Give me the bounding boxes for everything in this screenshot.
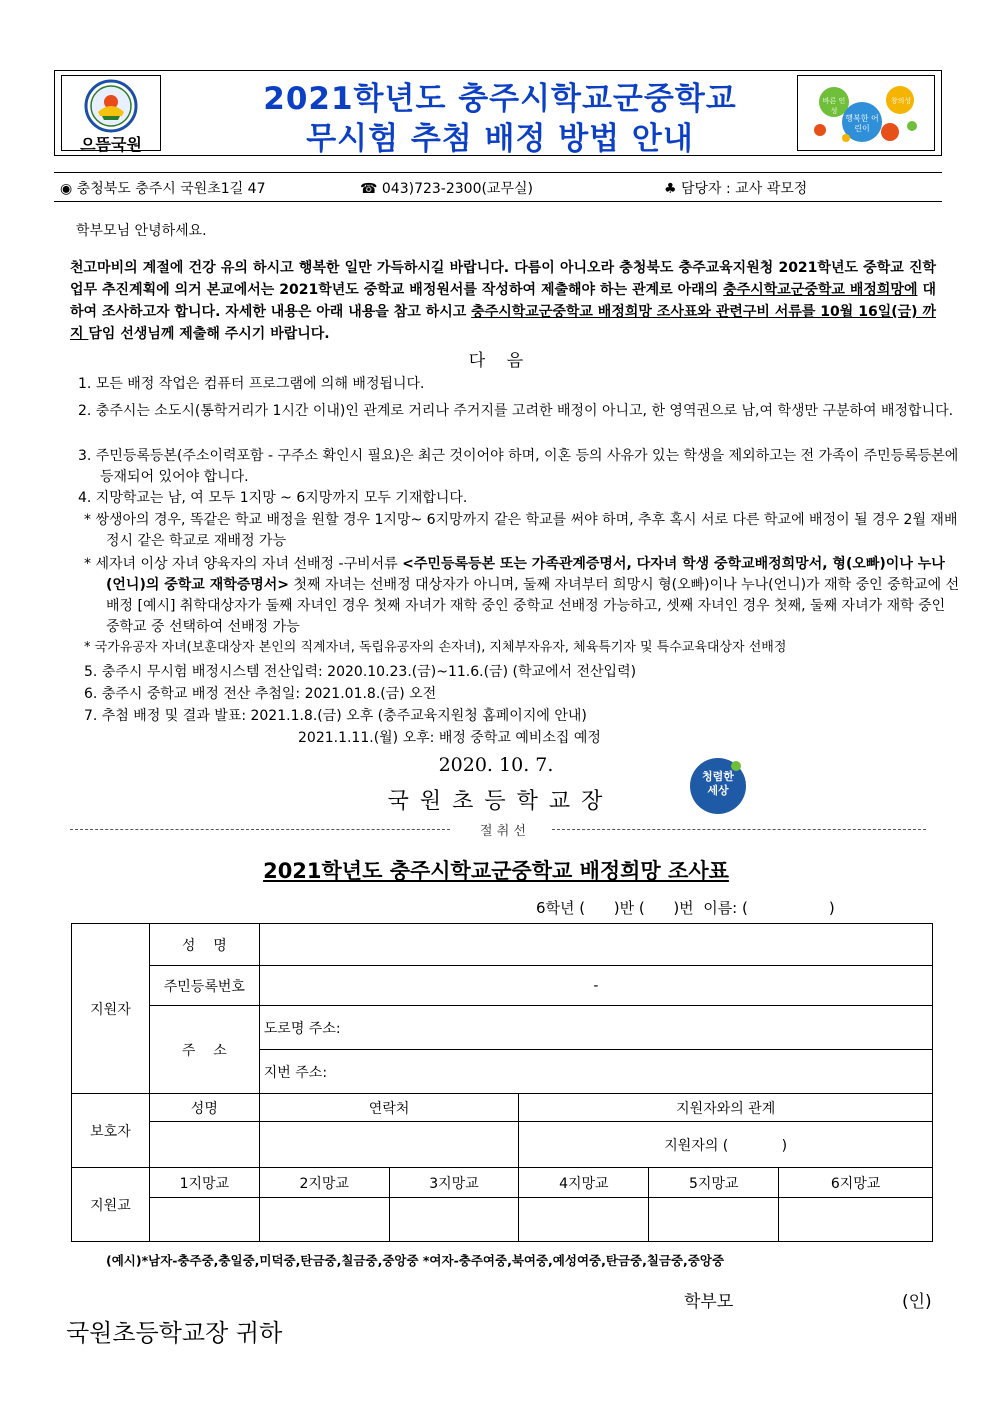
- row-guardian-header: [72, 1094, 933, 1122]
- document-date: 2020. 10. 7.: [438, 754, 554, 776]
- title-line-1: 2021학년도 충주시학교군중학교: [263, 81, 737, 117]
- badge-word-2: 창의성: [890, 97, 912, 105]
- choice-4-input[interactable]: [519, 1198, 649, 1242]
- parent-label: 학부모: [684, 1292, 734, 1312]
- choice-3-label: 3지망교: [389, 1168, 519, 1198]
- note-third-child: [84, 554, 962, 638]
- badge-word-1: 바른 인성: [822, 97, 846, 115]
- name-label: 성 명: [149, 924, 259, 966]
- school-logo: [61, 75, 161, 154]
- da-eum-heading: 다 음: [468, 351, 524, 371]
- document-header: [54, 70, 942, 156]
- integrity-stamp: [686, 754, 752, 816]
- guardian-name-input[interactable]: [149, 1122, 259, 1168]
- badge-word-3: 행복한 어린이: [845, 114, 879, 133]
- motto-badge-icon: [798, 76, 934, 150]
- choice-6-input[interactable]: [779, 1198, 933, 1242]
- choice-5-input[interactable]: [649, 1198, 779, 1242]
- road-address-input[interactable]: [259, 1006, 932, 1050]
- intro-text-2: 대하여 조사하고자 합니다. 자세한 내용은 아래 내용을 참고 하시고: [70, 282, 936, 320]
- school-phone: ☎ 043)723-2300(교무실): [360, 181, 533, 197]
- note-twins: * 쌍생아의 경우, 똑같은 학교 배정을 원할 경우 1지망~ 6지망까지 같은 학교를 써야 하며, 추후 혹시 서로 다른 학교에 배정이 될 경우 2월 재배정시 같은 학교로 재배정 가능: [84, 512, 958, 549]
- title-line-2: 무시험 추첨 배정 방법 안내: [306, 121, 694, 157]
- choice-6-label: 6지망교: [779, 1168, 933, 1198]
- cut-line-right: [552, 829, 926, 830]
- rrn-dash: -: [593, 977, 599, 994]
- item-2: 2. 충주시는 소도시(통학거리가 1시간 이내)인 관계로 거리나 주거지를 고려한 배정이 아니고, 한 영역권으로 남,여 학생만 구분하여 배정합니다.: [78, 403, 954, 419]
- manager-name: ♣ 담당자 : 교사 곽모정: [664, 181, 808, 197]
- schedule-6: 6. 충주시 중학교 배정 전산 추첨일: 2021.01.8.(금) 오전: [84, 686, 437, 702]
- item-3: 3. 주민등록등본(주소이력포함 - 구주소 확인시 필요)은 최근 것이어야 하며, 이혼 등의 사유가 있는 학생을 제외하고는 전 가족이 주민등록등본에 등재되어 있어야 합니다.: [78, 448, 959, 485]
- choice-3-input[interactable]: [389, 1198, 519, 1242]
- intro-text-1: 천고마비의 계절에 건강 유의 하시고 행복한 일만 가득하시길 바랍니다. 다름이 아니오라 충청북도 충주교육지원청 2021학년도 중학교 진학업무 추진계획에 의거 본교에서는 2021학년도 중학교 배정원서를 작성하여 제출해야 하는 관계로 아래의: [70, 260, 936, 298]
- note-third-child-bold: <주민등록등본 또는 가족관계증명서, 다자녀 학생 중학교배정희망서, 형(오빠)이나 누나(언니)의 중학교 재학증명서>: [106, 556, 945, 593]
- lot-address-label: 지번 주소:: [263, 1064, 328, 1081]
- note-third-child-b: 첫째 자녀는 선배정 대상자가 아니며, 둘째 자녀부터 희망시 형(오빠)이나 누나(언니)가 재학 중인 중학교에 선배정 [예시] 취학대상자가 둘째 자녀인 경우 첫째 자녀가 재학 중인 중학교 선배정 가능하고, 셋째 자녀인 경우 첫째, 둘째 자녀가 재학 중인 중학교 중 선택하여 선배정 가능: [106, 577, 960, 635]
- row-choices-header: [72, 1168, 933, 1198]
- rrn-label: 주민등록번호: [149, 966, 259, 1006]
- contact-bar: [54, 172, 942, 202]
- school-address: ◉ 충청북도 충주시 국원초1길 47: [60, 181, 266, 197]
- guardian-relation-value: 지원자의 ( ): [664, 1137, 788, 1154]
- greeting: 학부모님 안녕하세요.: [76, 223, 207, 239]
- choice-1-label: 1지망교: [149, 1168, 259, 1198]
- cut-line-label: 절 취 선: [480, 824, 526, 839]
- item-1: 1. 모든 배정 작업은 컴퓨터 프로그램에 의해 배정됩니다.: [78, 376, 425, 392]
- schedule-7: 7. 추첨 배정 및 결과 발표: 2021.1.8.(금) 오후 (충주교육지원청 홈페이지에 안내): [84, 708, 587, 724]
- principal-title: 국 원 초 등 학 교 장: [387, 789, 605, 814]
- guardian-contact-input[interactable]: [259, 1122, 519, 1168]
- choice-2-input[interactable]: [259, 1198, 389, 1242]
- note-merit: * 국가유공자 자녀(보훈대상자 본인의 직계자녀, 독립유공자의 손자녀), 지체부자유자, 체육특기자 및 특수교육대상자 선배정: [84, 640, 787, 655]
- cut-line-left: [70, 829, 450, 830]
- applicant-header: 지원자: [72, 924, 150, 1094]
- intro-underline-1: 충주시학교군중학교 배정희망에: [723, 282, 918, 298]
- addressee: 국원초등학교장 귀하: [66, 1319, 283, 1347]
- school-logo-text: 으뜸국원: [80, 135, 142, 154]
- road-address-label: 도로명 주소:: [263, 1020, 341, 1037]
- row-rrn: [72, 966, 933, 1006]
- choice-2-label: 2지망교: [259, 1168, 389, 1198]
- intro-text-3: 담임 선생님께 제출해 주시기 바랍니다.: [88, 326, 330, 342]
- stamp-text: 청렴한 세상: [702, 770, 734, 797]
- guardian-relation-label: 지원자와의 관계: [519, 1094, 933, 1122]
- item-4: 4. 지망학교는 남, 여 모두 1지망 ~ 6지망까지 모두 기재합니다.: [78, 490, 468, 506]
- school-choice-header: 지원교: [72, 1168, 150, 1242]
- note-third-child-a: * 세자녀 이상 자녀 양육자의 자녀 선배정 -구비서류: [84, 556, 403, 572]
- guardian-header: 보호자: [72, 1094, 150, 1168]
- choice-4-label: 4지망교: [519, 1168, 649, 1198]
- lot-address-input[interactable]: [259, 1050, 932, 1094]
- guardian-name-label: 성명: [149, 1094, 259, 1122]
- row-road-address: [72, 1006, 933, 1050]
- school-example: (예시)*남자-충주중,충일중,미덕중,탄금중,칠금중,중앙중 *여자-충주여중,북여중,예성여중,탄금중,칠금중,중앙중: [106, 1253, 725, 1268]
- guardian-relation-input[interactable]: [519, 1122, 933, 1168]
- rrn-input[interactable]: [259, 966, 932, 1006]
- choice-1-input[interactable]: [149, 1198, 259, 1242]
- guardian-contact-label: 연락처: [259, 1094, 519, 1122]
- intro-underline-2: 충주시학교군중학교 배정희망 조사표와 관련구비 서류를 10월 16일(금) 까지: [70, 304, 936, 342]
- choice-5-label: 5지망교: [649, 1168, 779, 1198]
- motto-badge: [797, 75, 935, 151]
- row-choices-values: [72, 1198, 933, 1242]
- survey-title: [0, 855, 992, 885]
- schedule-extra: 2021.1.11.(월) 오후: 배정 중학교 예비소집 예정: [298, 730, 601, 746]
- schedule-5: 5. 충주시 무시험 배정시스템 전산입력: 2020.10.23.(금)~11.6.(금) (학교에서 전산입력): [84, 664, 637, 680]
- row-guardian-values: [72, 1122, 933, 1168]
- student-line: 6학년 ( )반 ( )번 이름: ( ): [536, 899, 835, 917]
- survey-title-text: 2021학년도 충주시학교군중학교 배정희망 조사표: [263, 859, 729, 883]
- name-input[interactable]: [259, 924, 932, 966]
- seal-mark: (인): [902, 1292, 932, 1312]
- intro-paragraph: [70, 257, 936, 345]
- survey-table: [71, 923, 933, 1242]
- row-name: [72, 924, 933, 966]
- address-label: 주 소: [149, 1006, 259, 1094]
